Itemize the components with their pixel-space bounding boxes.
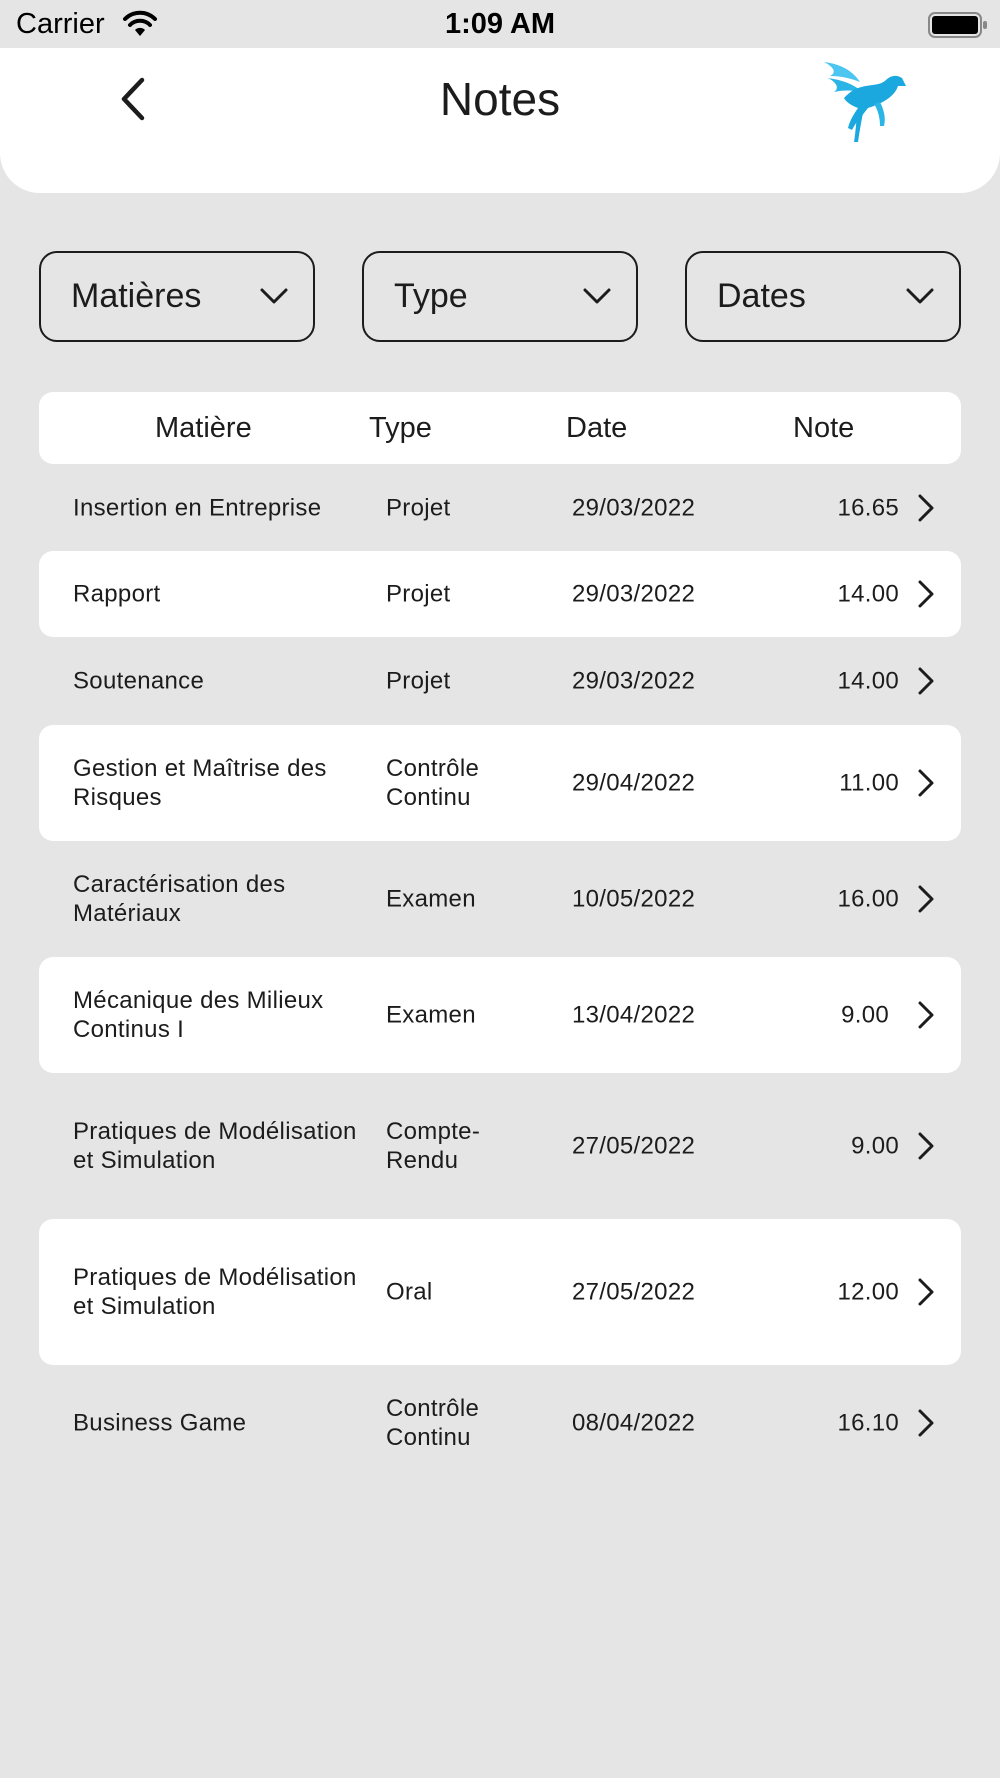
chevron-down-icon: [259, 285, 289, 307]
row-subject: Mécanique des Milieux Continus I: [73, 987, 324, 1043]
row-subject: Pratiques de Modélisation et Simulation: [73, 1118, 357, 1174]
row-date: 29/03/2022: [572, 494, 696, 522]
chevron-right-icon[interactable]: [917, 1277, 935, 1307]
row-type: Examen: [386, 885, 476, 913]
row-date: 27/05/2022: [572, 1132, 696, 1160]
row-note: 9.00: [841, 1001, 889, 1029]
table-row[interactable]: [39, 841, 961, 957]
filter-label: Matières: [71, 277, 202, 315]
chevron-right-icon[interactable]: [917, 493, 935, 523]
row-subject: Insertion en Entreprise: [73, 494, 322, 522]
row-note: 16.00: [837, 885, 899, 913]
row-subject: Pratiques de Modélisation et Simulation: [73, 1264, 357, 1320]
filter-matieres-dropdown[interactable]: [39, 251, 315, 342]
row-type: Contrôle Continu: [386, 755, 480, 811]
row-date: 29/03/2022: [572, 667, 696, 695]
carrier-label: Carrier: [16, 8, 105, 40]
filter-type-dropdown[interactable]: [362, 251, 638, 342]
pegasus-logo-icon: [818, 58, 910, 148]
column-header-date: Date: [566, 412, 628, 444]
row-type: Contrôle Continu: [386, 1395, 480, 1451]
table-row[interactable]: [39, 1073, 961, 1219]
row-type: Examen: [386, 1001, 476, 1029]
row-note: 14.00: [837, 580, 899, 608]
chevron-down-icon: [905, 285, 935, 307]
row-subject: Rapport: [73, 580, 161, 608]
table-row[interactable]: [39, 1365, 961, 1481]
row-date: 08/04/2022: [572, 1409, 696, 1437]
row-type: Oral: [386, 1278, 433, 1306]
chevron-right-icon[interactable]: [917, 884, 935, 914]
table-row[interactable]: [39, 1219, 961, 1365]
grades-list: [39, 465, 961, 1481]
table-row[interactable]: [39, 551, 961, 637]
filter-label: Dates: [717, 277, 806, 315]
table-row[interactable]: [39, 465, 961, 551]
row-subject: Caractérisation des Matériaux: [73, 871, 286, 927]
row-note: 9.00: [851, 1132, 899, 1160]
filters-bar: [39, 251, 961, 342]
row-subject: Soutenance: [73, 667, 205, 695]
page-title: Notes: [439, 73, 561, 125]
row-note: 16.65: [837, 494, 899, 522]
table-row[interactable]: [39, 637, 961, 725]
header: [0, 48, 1000, 193]
row-date: 13/04/2022: [572, 1001, 696, 1029]
filter-label: Type: [394, 277, 468, 315]
chevron-right-icon[interactable]: [917, 1131, 935, 1161]
chevron-down-icon: [582, 285, 612, 307]
table-header: [39, 392, 961, 464]
row-subject: Business Game: [73, 1409, 247, 1437]
row-note: 16.10: [837, 1409, 899, 1437]
status-bar: [0, 0, 1000, 48]
chevron-right-icon[interactable]: [917, 1408, 935, 1438]
column-header-type: Type: [369, 412, 432, 444]
row-date: 29/04/2022: [572, 769, 696, 797]
battery-icon: [928, 12, 988, 38]
clock: 1:09 AM: [444, 8, 556, 40]
row-type: Compte-Rendu: [386, 1118, 481, 1174]
row-note: 14.00: [837, 667, 899, 695]
chevron-right-icon[interactable]: [917, 579, 935, 609]
row-note: 12.00: [837, 1278, 899, 1306]
chevron-right-icon[interactable]: [917, 666, 935, 696]
filter-dates-dropdown[interactable]: [685, 251, 961, 342]
row-date: 10/05/2022: [572, 885, 696, 913]
row-date: 27/05/2022: [572, 1278, 696, 1306]
chevron-right-icon[interactable]: [917, 1000, 935, 1030]
row-type: Projet: [386, 580, 451, 608]
row-subject: Gestion et Maîtrise des Risques: [73, 755, 327, 811]
row-note: 11.00: [839, 769, 899, 797]
row-type: Projet: [386, 667, 451, 695]
column-header-note: Note: [793, 412, 855, 444]
table-row[interactable]: [39, 725, 961, 841]
row-type: Projet: [386, 494, 451, 522]
chevron-right-icon[interactable]: [917, 768, 935, 798]
table-row[interactable]: [39, 957, 961, 1073]
row-date: 29/03/2022: [572, 580, 696, 608]
column-header-matiere: Matière: [155, 412, 252, 444]
